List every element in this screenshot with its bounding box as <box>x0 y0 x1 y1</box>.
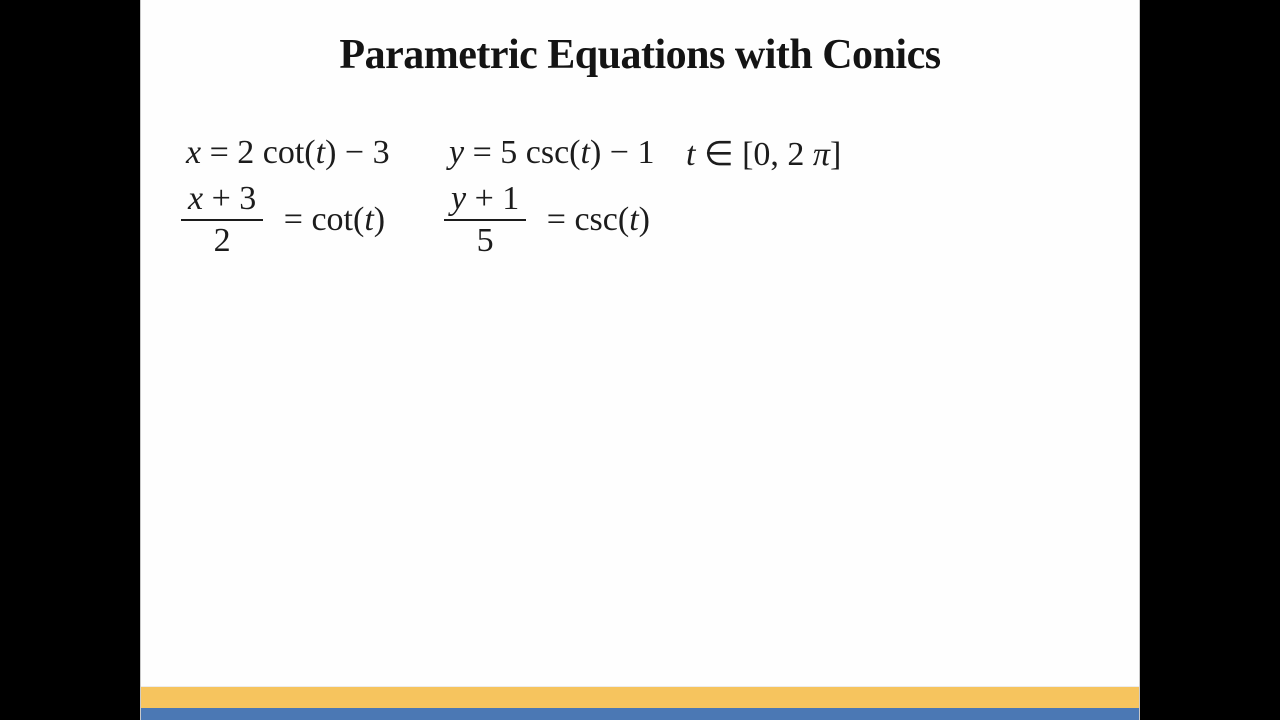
math-var: t <box>629 201 639 238</box>
fraction-rhs <box>538 201 650 239</box>
accent-bar-blue <box>141 708 1139 720</box>
math-text: ) − 1 <box>589 134 655 171</box>
math-text: ) − 3 <box>325 134 390 171</box>
fraction-numerator <box>181 182 263 221</box>
equation-row-parametric <box>141 134 1139 180</box>
fraction-rhs <box>275 201 385 239</box>
math-var: t <box>686 136 696 173</box>
math-text: = 5 csc( <box>464 134 581 171</box>
presentation-slide <box>140 0 1140 720</box>
fraction-x <box>181 182 263 258</box>
fraction-denominator: 2 <box>213 222 231 259</box>
equation-y-solved-for-csc <box>444 182 650 258</box>
equation-x-parametric <box>186 134 390 172</box>
math-var: x <box>186 134 202 171</box>
math-text: + 3 <box>203 180 257 217</box>
equation-t-domain <box>686 134 841 174</box>
math-var: t <box>364 201 374 238</box>
fraction-y <box>444 182 526 258</box>
math-text: + 1 <box>466 180 520 217</box>
fraction-denominator: 5 <box>476 222 494 259</box>
math-text: = cot( <box>275 201 365 238</box>
math-var: t <box>580 134 590 171</box>
math-var: t <box>315 134 326 171</box>
fraction-numerator <box>444 182 526 221</box>
math-text: ) <box>373 201 386 238</box>
math-text: = csc( <box>538 201 630 238</box>
math-text: ] <box>829 136 842 173</box>
slide-title: Parametric Equations with Conics <box>339 32 941 78</box>
math-text: = 2 cot( <box>201 134 316 171</box>
math-var: y <box>449 134 465 171</box>
accent-bar-yellow <box>141 686 1139 708</box>
equation-x-solved-for-cot <box>181 182 385 258</box>
math-var: π <box>812 136 830 173</box>
math-text: ) <box>638 201 650 238</box>
math-var: x <box>188 180 204 217</box>
math-text: ∈ [0, 2 <box>695 136 813 173</box>
math-var: y <box>451 180 467 217</box>
equation-y-parametric <box>449 134 654 172</box>
